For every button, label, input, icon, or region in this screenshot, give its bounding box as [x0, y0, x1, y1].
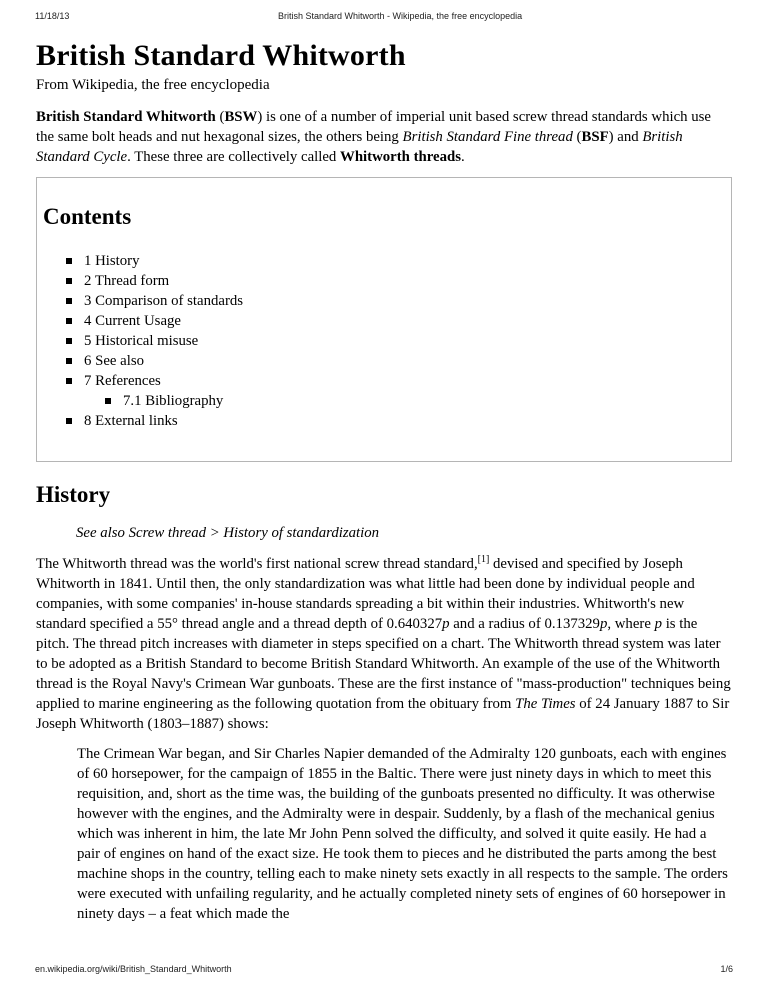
- lead-paragraph: [36, 107, 732, 167]
- citation-link[interactable]: [1]: [477, 554, 490, 565]
- history-text: The Whitworth thread was the world's first national screw thread standard,: [36, 556, 478, 572]
- toc-item-thread-form[interactable]: 2 Thread form: [66, 271, 243, 291]
- lead-text: ) is one of a number of imperial unit based screw thread standards which use the same bolt heads and nut hexagonal sizes, the others being: [36, 109, 711, 145]
- history-text: is the pitch. The thread pitch increases with diameter in steps specified on a chart. The Whitworth thread system was later to be adopted as a British Standard to become British Standard Whitworth. An example of the use of the Whitworth thread is the Royal Navy's Crimean War gunboats. These are the first instance of "mass-production" techniques being applied to marine engineering as the following quotation from the obituary from: [36, 616, 731, 712]
- whitworth-threads-term: Whitworth threads: [340, 149, 462, 165]
- toc-list: [66, 251, 243, 431]
- history-text: , where: [607, 616, 655, 632]
- lead-text: ) and: [608, 129, 643, 145]
- history-text: and a radius of 0.137329: [449, 616, 600, 632]
- page-number: 1/6: [720, 964, 733, 974]
- toc-item-bibliography[interactable]: 7.1 Bibliography: [66, 391, 243, 411]
- article-source: From Wikipedia, the free encyclopedia: [36, 77, 270, 93]
- bsf-name: British Standard Fine thread: [402, 129, 573, 145]
- see-also-link[interactable]: See also Screw thread > History of standardization: [76, 525, 380, 541]
- toc-item-historical-misuse[interactable]: 5 Historical misuse: [66, 331, 243, 351]
- pitch-variable: p: [442, 616, 450, 632]
- print-title: British Standard Whitworth - Wikipedia, the free encyclopedia: [278, 11, 523, 21]
- history-paragraph: [36, 554, 732, 734]
- bsf-link[interactable]: [403, 129, 573, 145]
- obituary-quote: The Crimean War began, and Sir Charles Napier demanded of the Admiralty 120 gunboats, each with engines of 60 horsepower, for the campaign of 1855 in the Baltic. There were just ninety days in which to meet this requisition, and, short as the time was, the building of the gunboats presented no difficulty. It was otherwise however with the engines, and the Admiralty were in despair. Suddenly, by a flash of the mechanical genius which was inherent in him, the late Mr John Penn solved the difficulty, and solved it quite easily. He had a pair of engines on hand of the exact size. He took them to pieces and he distributed the parts among the best machine shops in the country, telling each to make ninety sets exactly in all respects to the sample. The orders were executed with unfailing regularity, and he actually completed ninety sets of engines of 60 horsepower in ninety days – a feat which made the: [77, 746, 728, 922]
- bsc-name: British Standard Cycle: [36, 129, 683, 165]
- history-text: devised and specified by Joseph Whitworth in 1841. Until then, the only standardization was what little had been done by individual people and companies, with some companies' in-house standards spreading a bit within their industries. Whitworth's new standard specified a 55° thread angle and a thread depth of 0.640327: [36, 556, 695, 632]
- lead-text: (: [572, 129, 582, 145]
- toc-item-current-usage[interactable]: 4 Current Usage: [66, 311, 243, 331]
- toc-item-external-links[interactable]: 8 External links: [66, 411, 243, 431]
- times-title[interactable]: The Times: [515, 696, 576, 712]
- print-header: [35, 11, 733, 25]
- table-of-contents: [36, 177, 732, 462]
- article-content: [36, 37, 732, 924]
- history-text: of 24 January 1887 to Sir Joseph Whitworth (1803–1887) shows:: [36, 696, 730, 732]
- lead-term: British Standard Whitworth: [36, 109, 216, 125]
- toc-item-comparison[interactable]: 3 Comparison of standards: [66, 291, 243, 311]
- lead-abbr: BSW: [224, 109, 258, 125]
- lead-text: (: [215, 109, 225, 125]
- toc-item-references[interactable]: 7 References: [66, 371, 243, 391]
- toc-item-history[interactable]: 1 History: [66, 251, 243, 271]
- toc-item-see-also[interactable]: 6 See also: [66, 351, 243, 371]
- pitch-variable: p: [654, 616, 662, 632]
- print-date: 11/18/13: [35, 11, 70, 21]
- lead-text: . These three are collectively called: [127, 149, 341, 165]
- toc-heading: Contents: [43, 204, 132, 229]
- lead-text: .: [461, 149, 465, 165]
- bsf-abbr: BSF: [581, 129, 609, 145]
- page-title: British Standard Whitworth: [36, 39, 406, 72]
- page-url: en.wikipedia.org/wiki/British_Standard_Whitworth: [35, 964, 232, 974]
- pitch-variable: p: [599, 616, 608, 632]
- print-footer: [35, 964, 733, 978]
- history-heading: History: [36, 482, 111, 507]
